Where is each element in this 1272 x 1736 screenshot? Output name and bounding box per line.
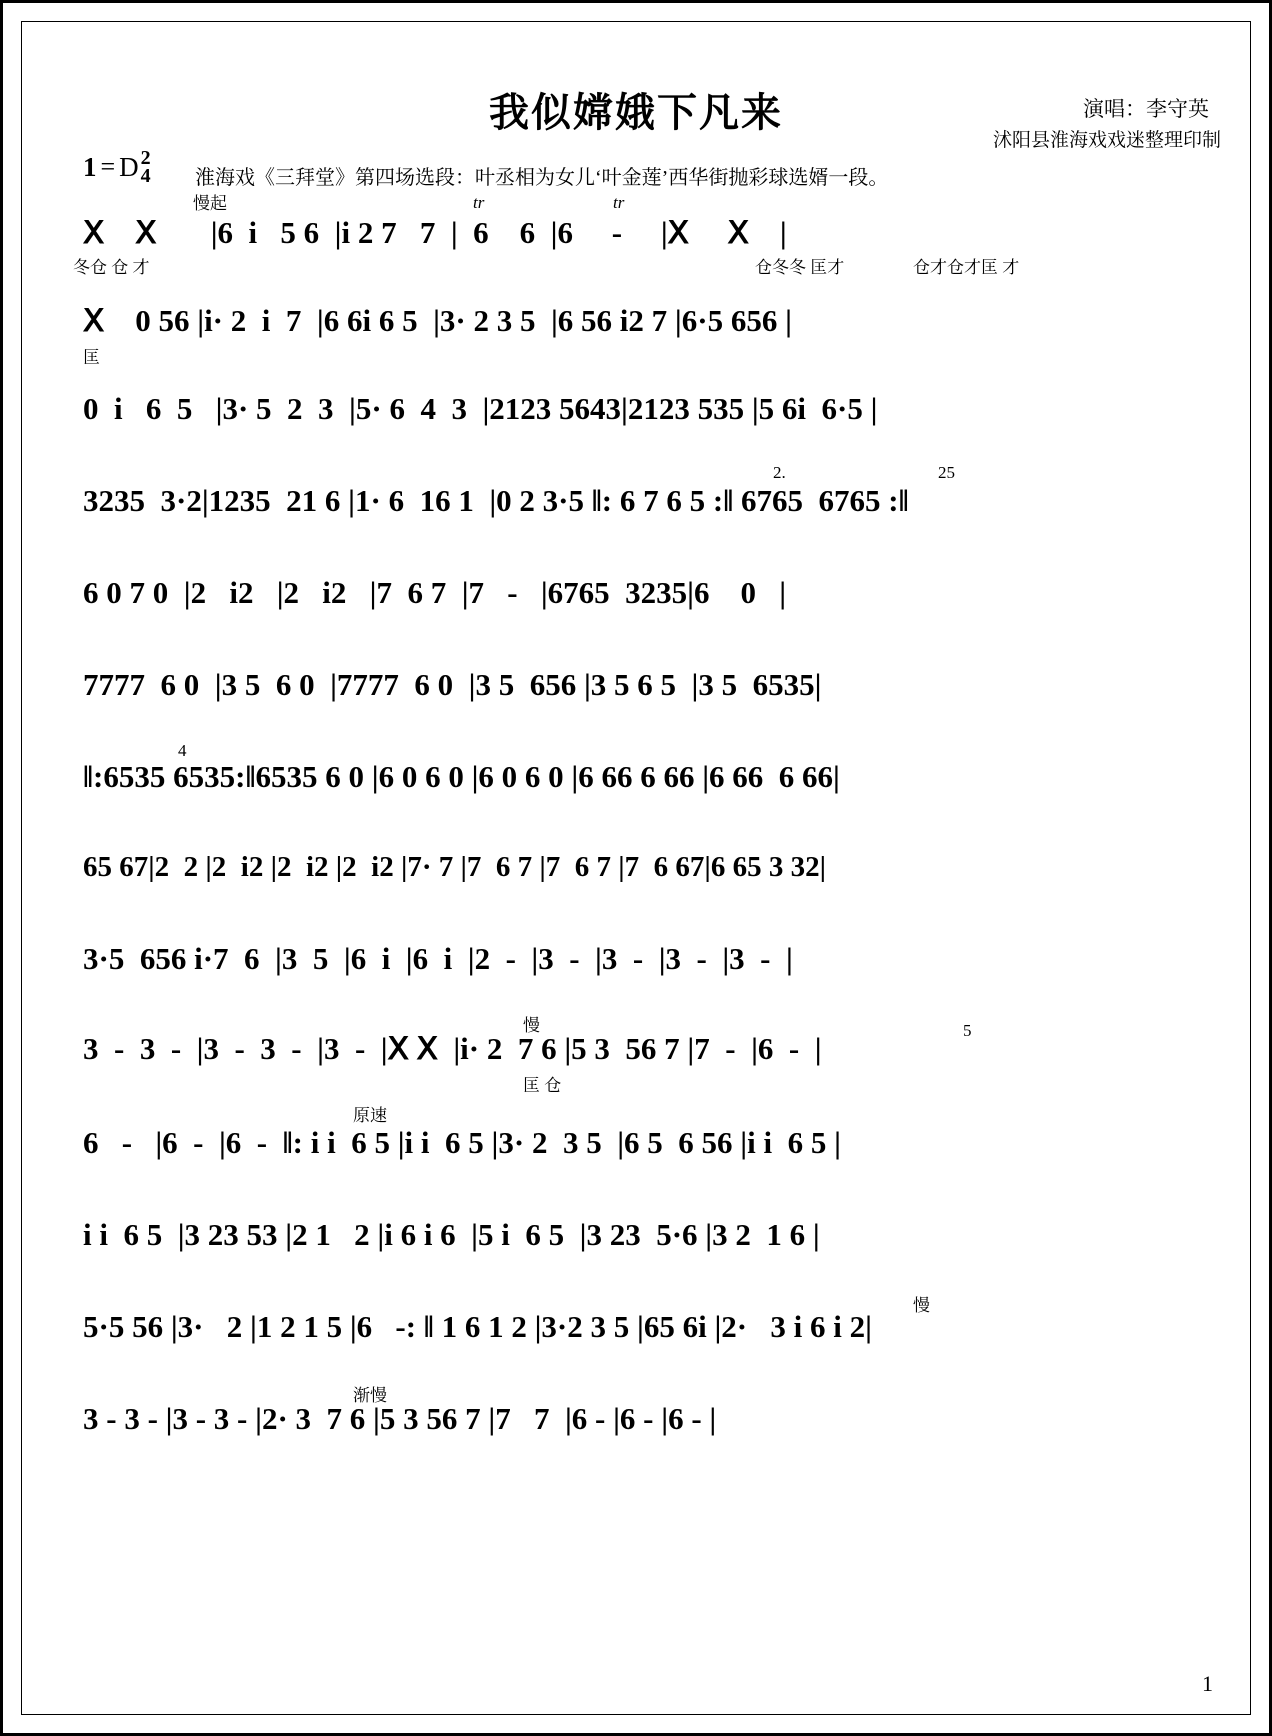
annotation-gradually-slow: 渐慢 [353,1386,387,1405]
music-line-7: ‖:6535 6535:‖6535 6 0 |6 0 6 0 |6 0 6 0 |6 66 6 66 |6 66 6 66| [83,759,840,794]
music-line-1: Ⅹ Ⅹ |6 i 5 6 |i 2 7 7 | 6 6 |6 - |Ⅹ Ⅹ | [83,215,787,250]
annotation-trill-2: tr [613,193,625,212]
music-line-10: 3 - 3 - |3 - 3 - |3 - |Ⅹ Ⅹ |i· 2 7 6 |5 3 56 7 |7 - |6 - | [83,1031,822,1066]
annotation-slow-1: 慢 [523,1016,540,1035]
music-line-13: 5·5 56 |3· 2 |1 2 1 5 |6 -: ‖ 1 6 1 2 |3·2 3 5 |65 6i |2· 3 i 6 i 2| [83,1309,872,1344]
annotation-slow-2: 慢 [913,1296,930,1315]
annotation-kuang-cang: 匡 仓 [523,1076,562,1095]
music-line-6: 7777 6 0 |3 5 6 0 |7777 6 0 |3 5 656 |3 5 6 5 |3 5 6535| [83,667,822,702]
music-line-3: 0 i 6 5 |3· 5 2 3 |5· 6 4 3 |2123 5643|2123 535 |5 6i 6·5 | [83,391,878,426]
annotation-repeat-2: 2. [773,463,786,482]
page-number: 1 [1202,1671,1213,1696]
music-line-5: 6 0 7 0 |2 i2 |2 i2 |7 6 7 |7 - |6765 3235|6 0 | [83,575,787,610]
annotation-percussion-1: 冬仓 仓 才 [73,258,150,277]
time-signature-denominator: 4 [140,165,151,188]
subtitle: 淮海戏《三拜堂》第四场选段：叶丞相为女儿‘叶金莲’西华街抛彩球选婿一段。 [195,167,889,189]
annotation-repeat-4: 4 [178,741,187,760]
annotation-percussion-2: 仓冬冬 匡才 [755,258,845,277]
key-letter: D [119,151,139,182]
annotation-percussion-3: 仓才仓才匡 才 [913,258,1020,277]
music-line-8: 65 67|2 2 |2 i2 |2 i2 |2 i2 |7· 7 |7 6 7 |7 6 7 |7 6 67|6 65 3 32| [83,851,826,883]
publisher-credit: 沭阳县淮海戏戏迷整理印制 [992,130,1221,151]
music-line-11: 6 - |6 - |6 - ‖: i i 6 5 |i i 6 5 |3· 2 3 5 |6 5 6 56 |i i 6 5 | [83,1125,841,1160]
music-line-9: 3·5 656 i·7 6 |3 5 |6 i |6 i |2 - |3 - |3 - |3 - |3 - | [83,941,793,976]
music-line-4: 3235 3·2|1235 21 6 |1· 6 16 1 |0 2 3·5 ‖: 6 7 6 5 :‖ 6765 6765 :‖ [83,483,909,518]
singer-credit: 演唱：李守英 [1083,97,1209,121]
annotation-kuang: 匡 [83,348,100,367]
annotation-repeat-25: 25 [938,463,955,482]
page-title: 我似嫦娥下凡来 [489,90,783,135]
annotation-repeat-5: 5 [963,1021,972,1040]
key-number: 1 [83,151,97,182]
time-signature [141,149,151,186]
music-line-2: Ⅹ 0 56 |i· 2 i 7 |6 6i 6 5 |3· 2 3 5 |6 56 i2 7 |6·5 656 | [83,303,792,338]
music-line-12: i i 6 5 |3 23 53 |2 1 2 |i 6 i 6 |5 i 6 5 |3 23 5·6 |3 2 1 6 | [83,1217,820,1252]
annotation-original-tempo: 原速 [353,1106,387,1125]
annotation-slow-start: 慢起 [193,194,227,213]
time-signature-numerator: 2 [140,147,151,169]
annotation-trill-1: tr [473,193,485,212]
key-equals: = [100,152,116,182]
music-line-14: 3 - 3 - |3 - 3 - |2· 3 7 6 |5 3 56 7 |7 7 |6 - |6 - |6 - | [83,1401,717,1436]
key-signature [83,149,151,186]
